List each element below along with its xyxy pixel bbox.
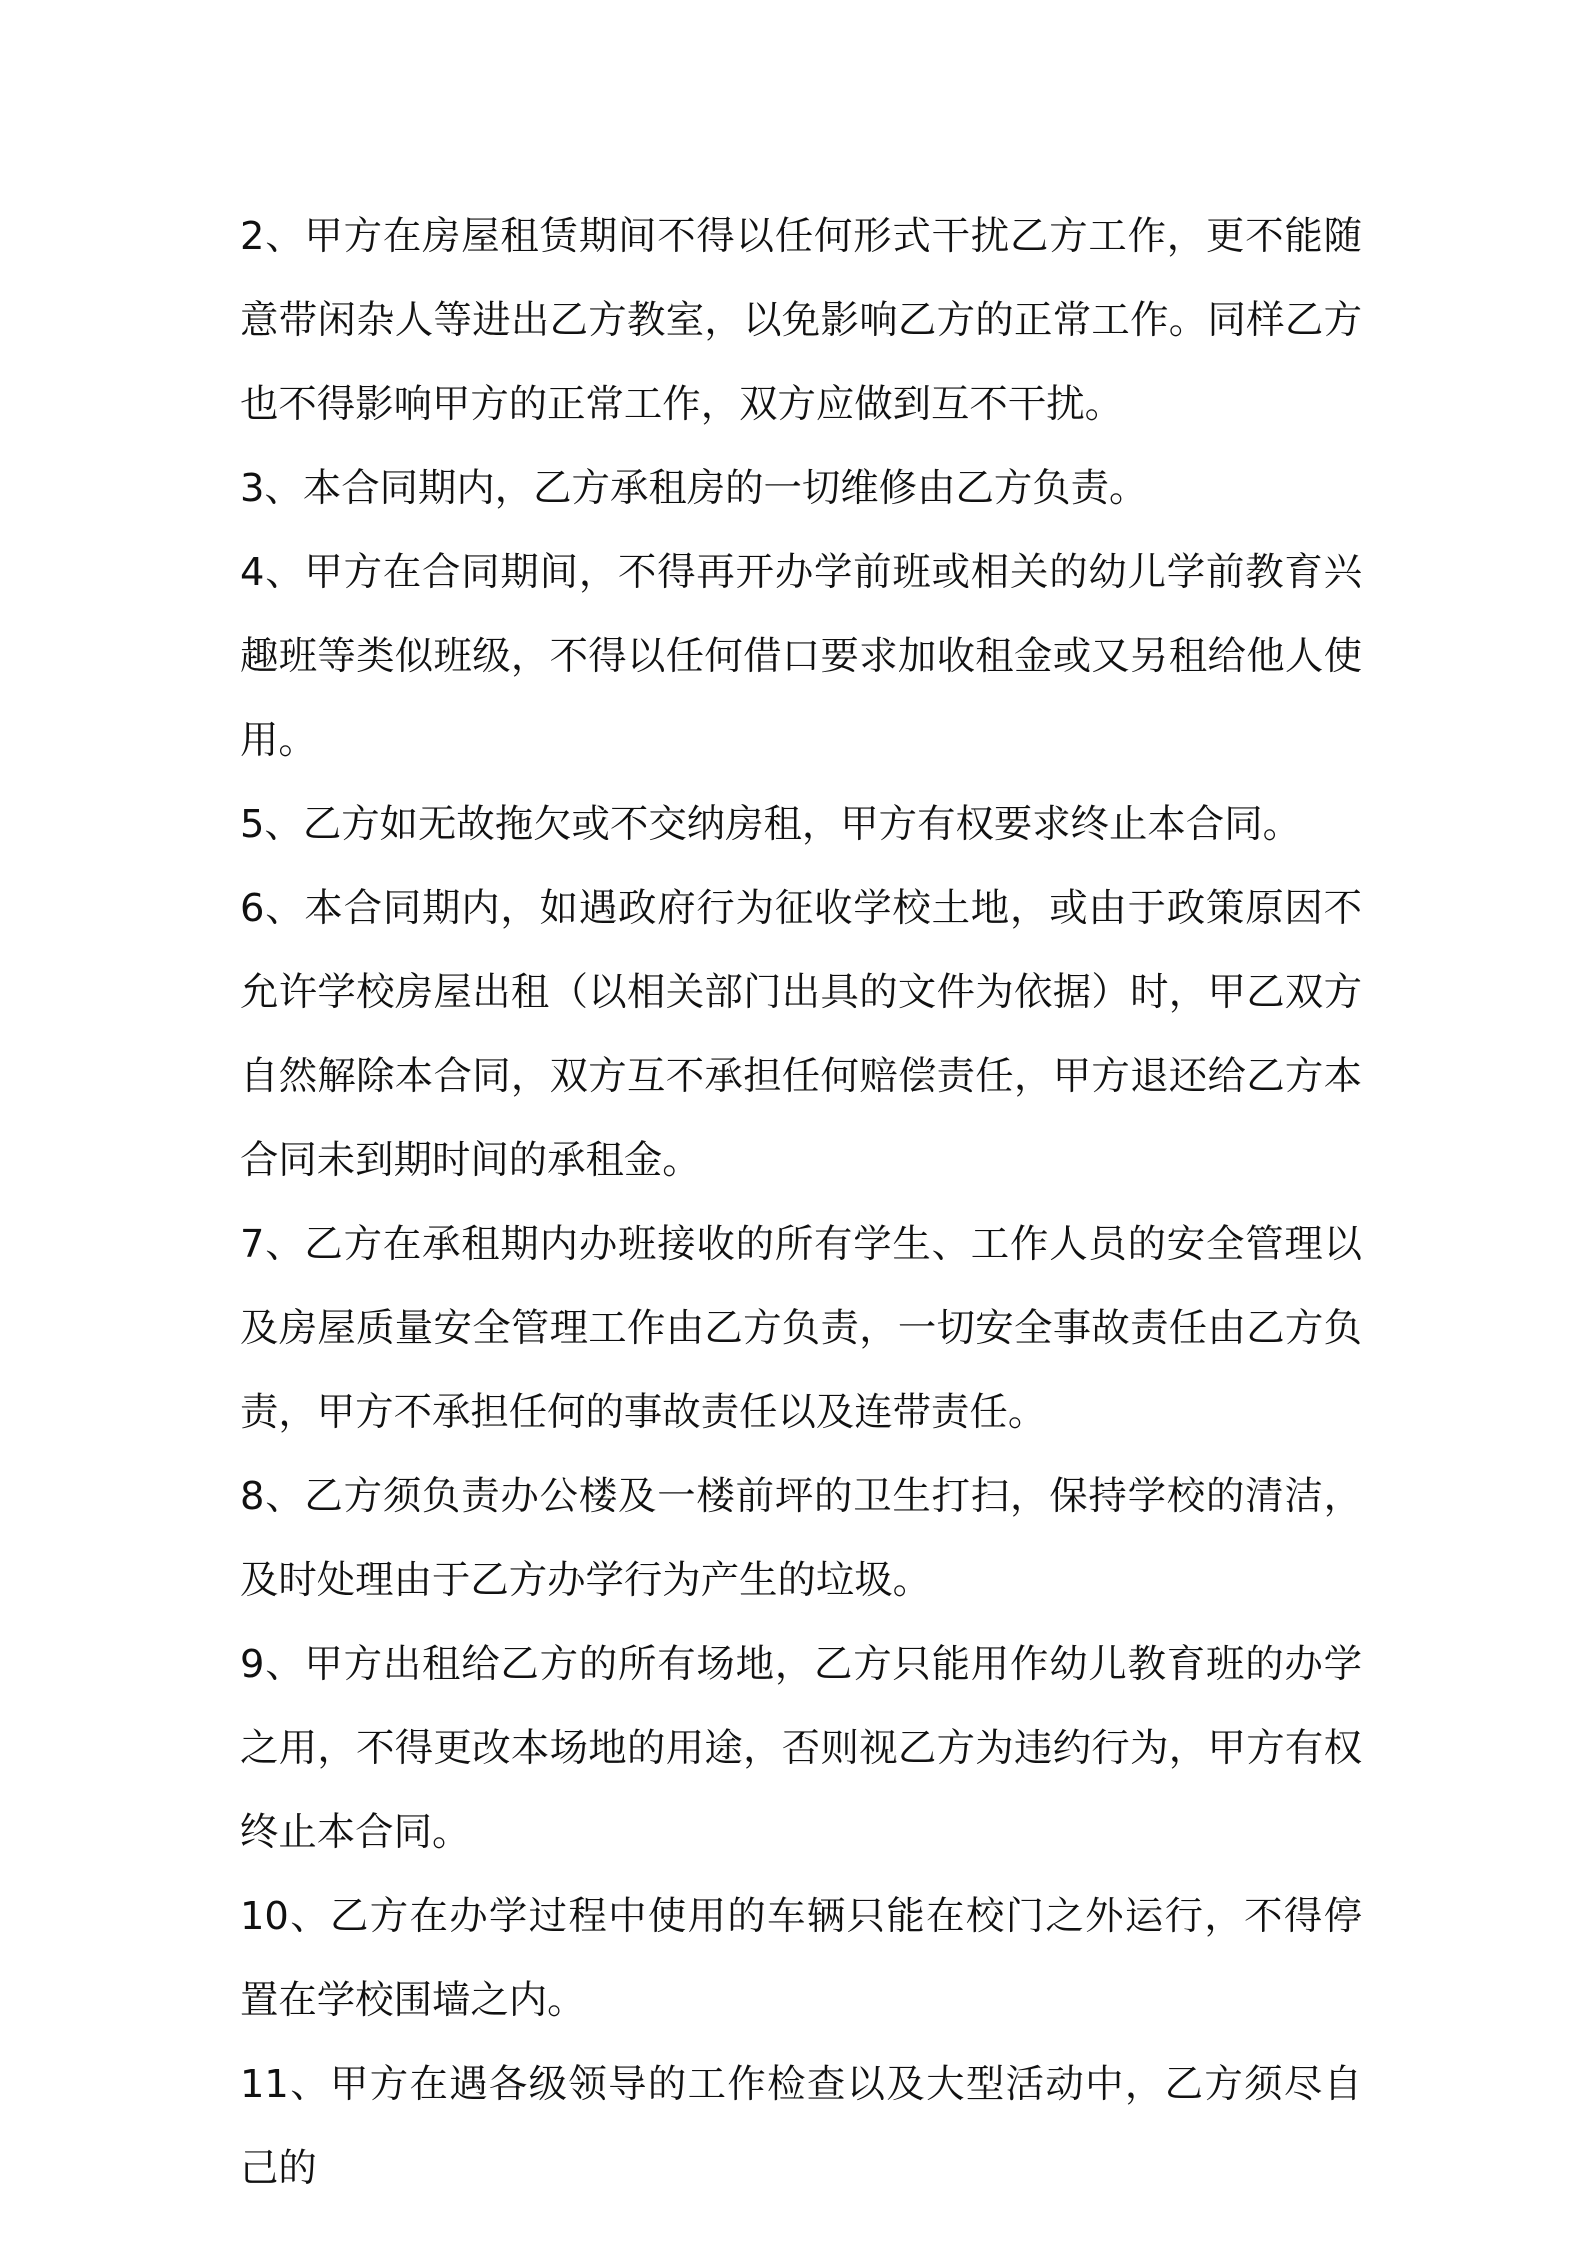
clause-3: 3、本合同期内，乙方承租房的一切维修由乙方负责。	[240, 466, 1148, 511]
clause-8: 8、乙方须负责办公楼及一楼前坪的卫生打扫，保持学校的清洁，及时处理由于乙方办学行为产生的垃圾。	[240, 1474, 1362, 1603]
clause-4: 4、甲方在合同期间，不得再开办学前班或相关的幼儿学前教育兴趣班等类似班级，不得以任何借口要求加收租金或又另租给他人使用。	[240, 550, 1362, 763]
clause-9: 9、甲方出租给乙方的所有场地，乙方只能用作幼儿教育班的办学之用，不得更改本场地的用途，否则视乙方为违约行为，甲方有权终止本合同。	[240, 1642, 1362, 1855]
clause-11: 11、甲方在遇各级领导的工作检查以及大型活动中，乙方须尽自己的	[240, 2062, 1362, 2191]
clause-5: 5、乙方如无故拖欠或不交纳房租，甲方有权要求终止本合同。	[240, 802, 1301, 847]
clause-6: 6、本合同期内，如遇政府行为征收学校土地，或由于政策原因不允许学校房屋出租（以相关部门出具的文件为依据）时，甲乙双方自然解除本合同，双方互不承担任何赔偿责任，甲方退还给乙方本合同未到期时间的承租金。	[240, 886, 1362, 1183]
clause-7: 7、乙方在承租期内办班接收的所有学生、工作人员的安全管理以及房屋质量安全管理工作由乙方负责，一切安全事故责任由乙方负责，甲方不承担任何的事故责任以及连带责任。	[240, 1222, 1362, 1435]
contract-body	[240, 195, 1362, 2211]
clause-2: 2、甲方在房屋租赁期间不得以任何形式干扰乙方工作，更不能随意带闲杂人等进出乙方教室，以免影响乙方的正常工作。同样乙方也不得影响甲方的正常工作，双方应做到互不干扰。	[240, 214, 1362, 427]
clause-10: 10、乙方在办学过程中使用的车辆只能在校门之外运行，不得停置在学校围墙之内。	[240, 1894, 1362, 2023]
